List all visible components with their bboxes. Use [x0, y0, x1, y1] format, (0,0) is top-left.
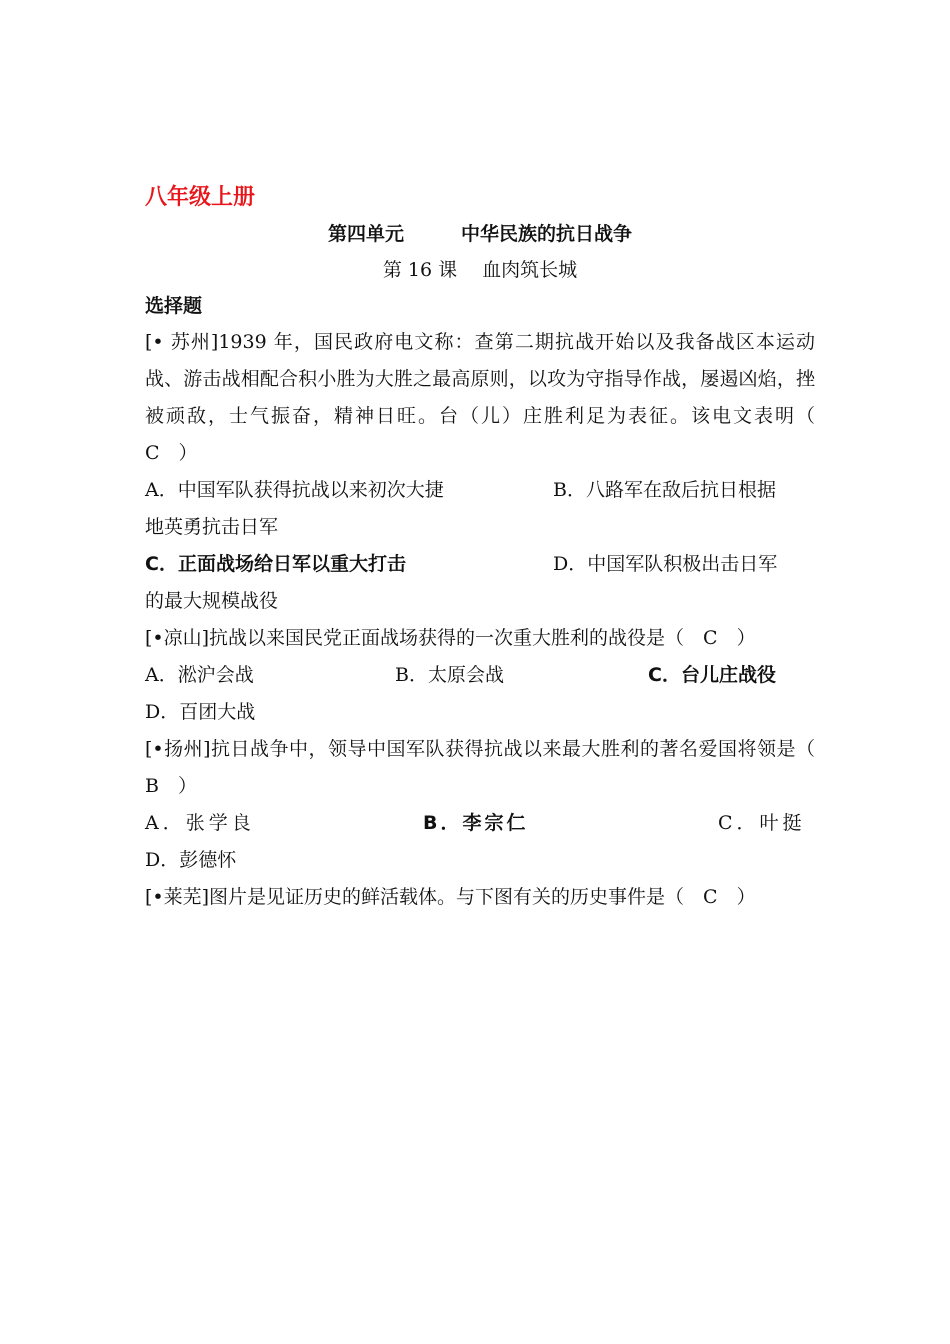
- question-1-stem: [• 苏州]1939 年，国民政府电文称：查第二期抗战开始以及我备战区本运动战、游击战相配合积小胜为大胜之最高原则，以攻为守指导作战，屡遏凶焰，挫被顽敌，士气振奋，精神日旺。台（儿）庄胜利足为表征。该电文表明（ C ）: [145, 331, 835, 464]
- question-2-stem: [•凉山]抗战以来国民党正面战场获得的一次重大胜利的战役是（ C ）: [145, 627, 756, 649]
- question-3-options-row: [145, 805, 815, 842]
- question-1-options-row-2: [145, 546, 815, 583]
- question-4-stem: [•莱芜]图片是见证历史的鲜活载体。与下图有关的历史事件是（ C ）: [145, 886, 756, 908]
- question-3-option-b: B．李宗仁: [423, 812, 529, 834]
- question-1-option-d-continued: 的最大规模战役: [145, 590, 279, 612]
- question-3-option-a: A．张学良: [145, 812, 255, 834]
- question-1-option-d: D．中国军队积极出击日军: [553, 553, 778, 575]
- section-title: 选择题: [145, 295, 203, 317]
- question-3-stem: [•扬州]抗日战争中，领导中国军队获得抗战以来最大胜利的著名爱国将领是（ B ）: [145, 738, 835, 797]
- question-2-option-b: B．太原会战: [395, 664, 504, 686]
- question-1-options-row-1: [145, 472, 815, 509]
- question-1-option-b: B．八路军在敌后抗日根据: [553, 479, 776, 501]
- question-1-option-c: C．正面战场给日军以重大打击: [145, 553, 406, 575]
- question-1-option-a: A．中国军队获得抗战以来初次大捷: [145, 479, 444, 501]
- document-page: [145, 180, 835, 916]
- unit-title: 第四单元 中华民族的抗日战争: [327, 223, 632, 245]
- question-2-option-c: C．台儿庄战役: [648, 664, 776, 686]
- lesson-title: 第 16 课 血肉筑长城: [382, 259, 578, 281]
- question-3-option-d: D．彭德怀: [145, 849, 237, 871]
- grade-title: 八年级上册: [145, 185, 256, 210]
- question-2-option-d: D．百团大战: [145, 701, 256, 723]
- question-2-option-a: A．淞沪会战: [145, 664, 254, 686]
- question-3-option-c: C．叶挺: [718, 812, 806, 834]
- question-1-option-b-continued: 地英勇抗击日军: [145, 516, 279, 538]
- question-2-options-row: [145, 657, 815, 694]
